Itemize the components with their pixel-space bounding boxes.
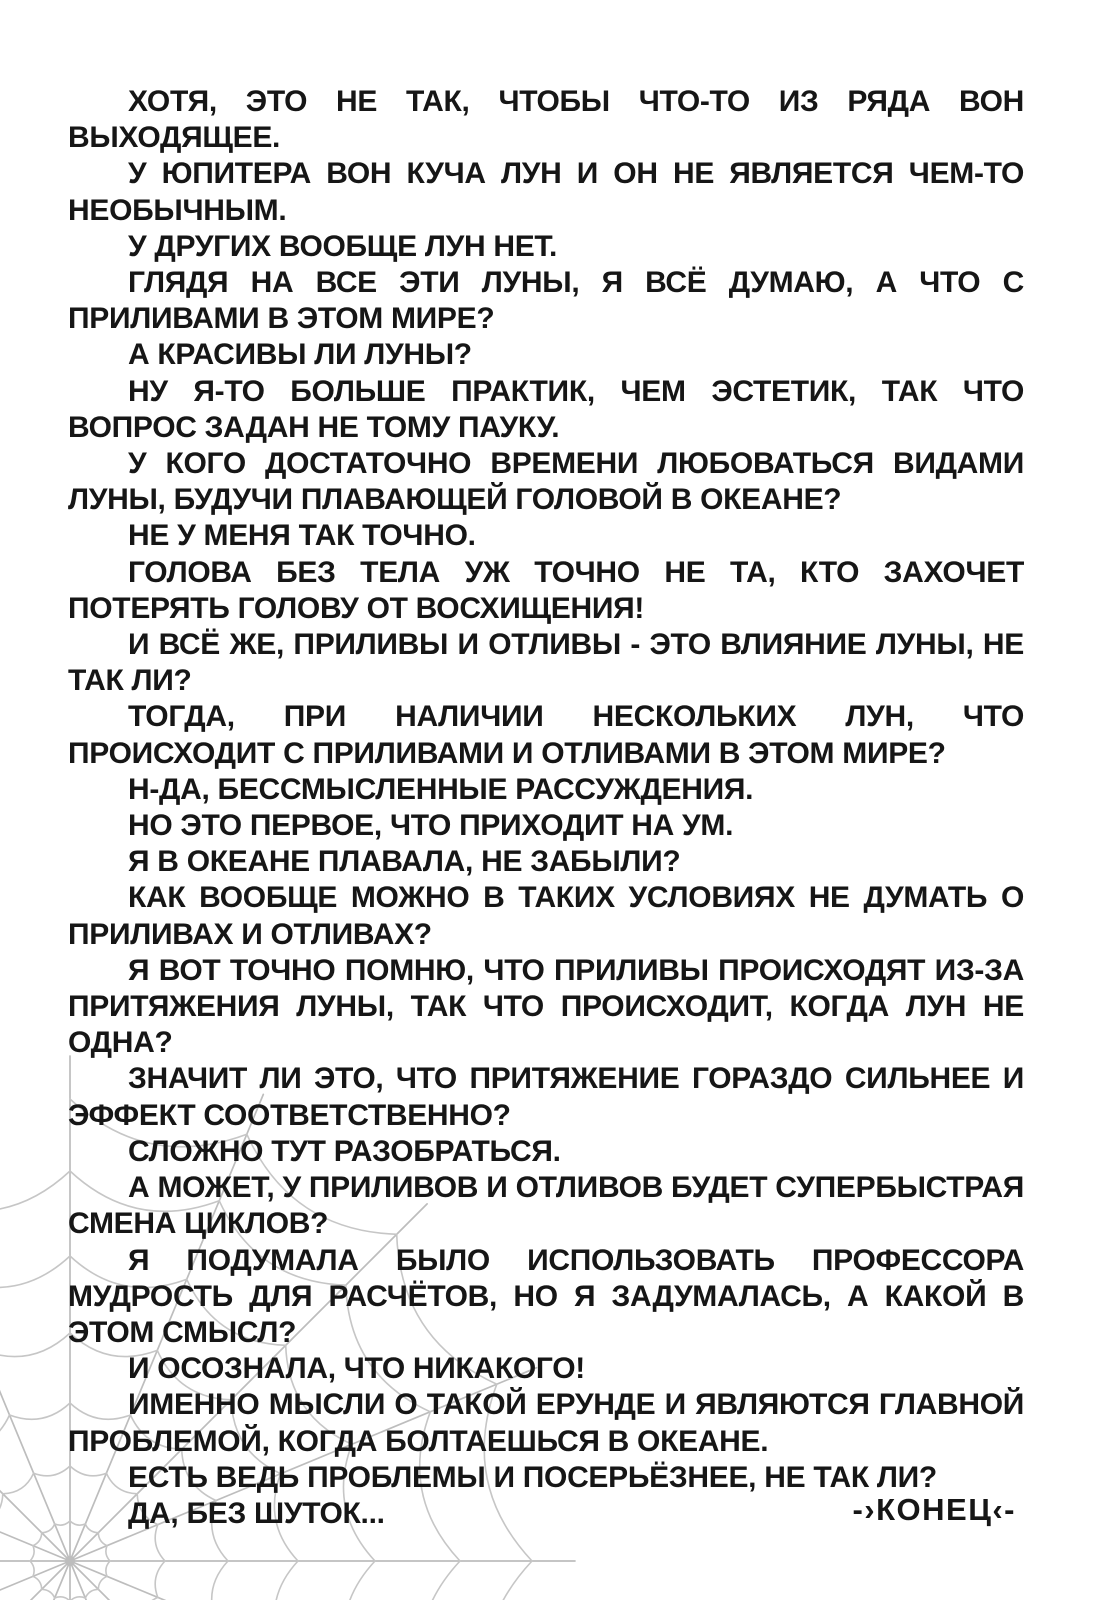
paragraph: КАК ВООБЩЕ МОЖНО В ТАКИХ УСЛОВИЯХ НЕ ДУМАТЬ О ПРИЛИВАХ И ОТЛИВАХ? (68, 881, 1024, 951)
paragraph: У ДРУГИХ ВООБЩЕ ЛУН НЕТ. (128, 229, 558, 263)
paragraph: И ВСЁ ЖЕ, ПРИЛИВЫ И ОТЛИВЫ - ЭТО ВЛИЯНИЕ ЛУНЫ, НЕ ТАК ЛИ? (68, 628, 1024, 698)
paragraph: Я ПОДУМАЛА БЫЛО ИСПОЛЬЗОВАТЬ ПРОФЕССОРА МУДРОСТЬ ДЛЯ РАСЧЁТОВ, НО Я ЗАДУМАЛАСЬ, А КАКОЙ В ЭТОМ СМЫСЛ? (68, 1243, 1024, 1349)
paragraph: НУ Я-ТО БОЛЬШЕ ПРАКТИК, ЧЕМ ЭСТЕТИК, ТАК ЧТО ВОПРОС ЗАДАН НЕ ТОМУ ПАУКУ. (68, 374, 1024, 444)
paragraph: У ЮПИТЕРА ВОН КУЧА ЛУН И ОН НЕ ЯВЛЯЕТСЯ ЧЕМ-ТО НЕОБЫЧНЫМ. (68, 157, 1024, 227)
paragraph: И ОСОЗНАЛА, ЧТО НИКАКОГО! (128, 1352, 585, 1386)
paragraph: А МОЖЕТ, У ПРИЛИВОВ И ОТЛИВОВ БУДЕТ СУПЕРБЫСТРАЯ СМЕНА ЦИКЛОВ? (68, 1171, 1024, 1241)
paragraph: У КОГО ДОСТАТОЧНО ВРЕМЕНИ ЛЮБОВАТЬСЯ ВИДАМИ ЛУНЫ, БУДУЧИ ПЛАВАЮЩЕЙ ГОЛОВОЙ В ОКЕАНЕ? (68, 447, 1024, 517)
paragraph: ИМЕННО МЫСЛИ О ТАКОЙ ЕРУНДЕ И ЯВЛЯЮТСЯ ГЛАВНОЙ ПРОБЛЕМОЙ, КОГДА БОЛТАЕШЬСЯ В ОКЕАНЕ. (68, 1388, 1024, 1458)
paragraph: НЕ У МЕНЯ ТАК ТОЧНО. (128, 519, 476, 553)
paragraph: ТОГДА, ПРИ НАЛИЧИИ НЕСКОЛЬКИХ ЛУН, ЧТО ПРОИСХОДИТ С ПРИЛИВАМИ И ОТЛИВАМИ В ЭТОМ МИРЕ? (68, 700, 1024, 770)
paragraph: ДА, БЕЗ ШУТОК... (128, 1496, 385, 1530)
paragraph: ГОЛОВА БЕЗ ТЕЛА УЖ ТОЧНО НЕ ТА, КТО ЗАХОЧЕТ ПОТЕРЯТЬ ГОЛОВУ ОТ ВОСХИЩЕНИЯ! (68, 555, 1024, 625)
paragraph: Н-ДА, БЕССМЫСЛЕННЫЕ РАССУЖДЕНИЯ. (128, 772, 754, 806)
paragraph: СЛОЖНО ТУТ РАЗОБРАТЬСЯ. (128, 1134, 561, 1168)
paragraph: ЗНАЧИТ ЛИ ЭТО, ЧТО ПРИТЯЖЕНИЕ ГОРАЗДО СИЛЬНЕЕ И ЭФФЕКТ СООТВЕТСТВЕННО? (68, 1062, 1024, 1132)
text-block (68, 84, 1024, 1532)
paragraph: ЕСТЬ ВЕДЬ ПРОБЛЕМЫ И ПОСЕРЬЁЗНЕЕ, НЕ ТАК ЛИ? (128, 1460, 937, 1494)
paragraph: Я В ОКЕАНЕ ПЛАВАЛА, НЕ ЗАБЫЛИ? (128, 845, 681, 879)
paragraph: ГЛЯДЯ НА ВСЕ ЭТИ ЛУНЫ, Я ВСЁ ДУМАЮ, А ЧТО С ПРИЛИВАМИ В ЭТОМ МИРЕ? (68, 266, 1024, 336)
paragraph: А КРАСИВЫ ЛИ ЛУНЫ? (128, 338, 472, 372)
paragraph: Я ВОТ ТОЧНО ПОМНЮ, ЧТО ПРИЛИВЫ ПРОИСХОДЯТ ИЗ-ЗА ПРИТЯЖЕНИЯ ЛУНЫ, ТАК ЧТО ПРОИСХОДИТ, КОГДА ЛУН НЕ ОДНА? (68, 953, 1024, 1060)
paragraph: НО ЭТО ПЕРВОЕ, ЧТО ПРИХОДИТ НА УМ. (128, 809, 734, 843)
spiderweb-hub (65, 1556, 75, 1566)
end-mark: -›КОНЕЦ‹- (852, 1492, 1016, 1527)
paragraph: ХОТЯ, ЭТО НЕ ТАК, ЧТОБЫ ЧТО-ТО ИЗ РЯДА ВОН ВЫХОДЯЩЕЕ. (68, 85, 1024, 155)
